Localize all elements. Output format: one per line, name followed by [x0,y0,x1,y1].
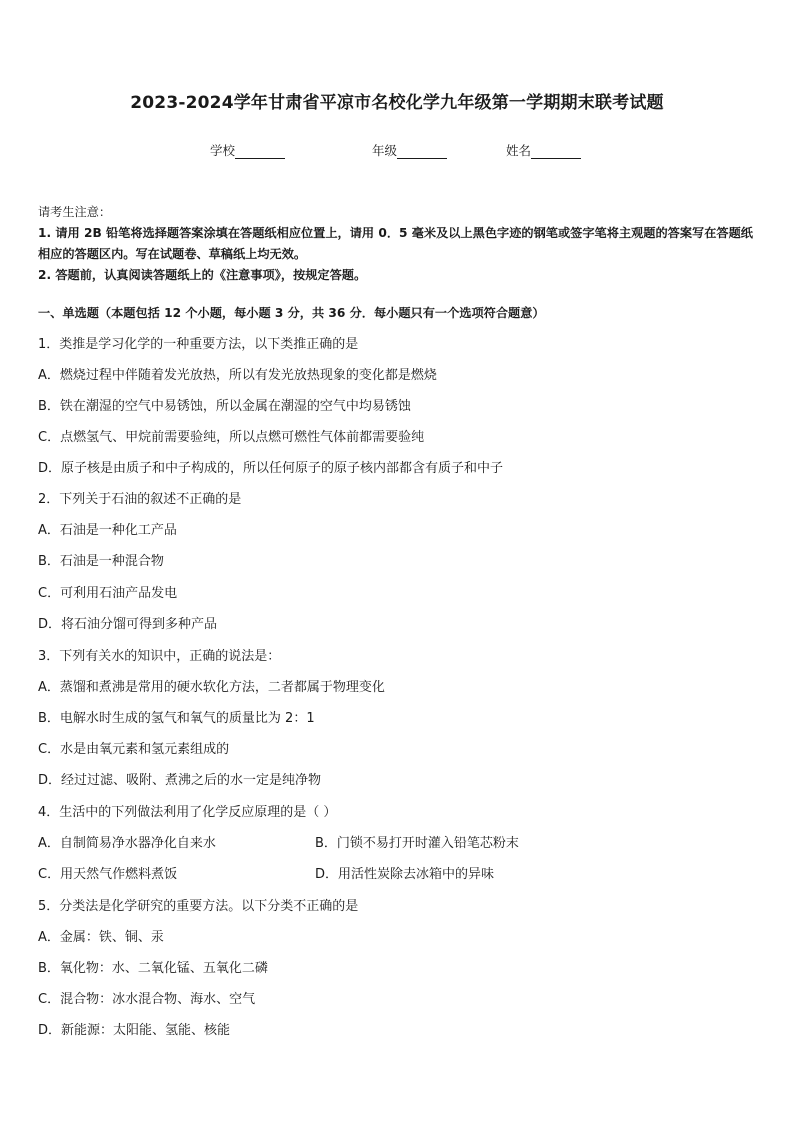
question-2-option-a: A．石油是一种化工产品 [38,523,177,538]
question-2-option-c: C．可利用石油产品发电 [38,586,178,601]
grade-label: 年级 [372,143,398,158]
notice-heading: 请考生注意： [38,205,112,219]
exam-notice [38,202,760,286]
question-1-stem: 1．类推是学习化学的一种重要方法，以下类推正确的是 [38,337,359,352]
question-4-option-b: B．门锁不易打开时灌入铅笔芯粉末 [315,836,519,851]
school-label: 学校 [210,143,236,158]
name-field [506,141,581,159]
school-field [210,141,285,159]
question-3-option-b: B．电解水时生成的氢气和氧气的质量比为 2：1 [38,711,315,726]
question-3-option-d: D．经过过滤、吸附、煮沸之后的水一定是纯净物 [38,773,322,788]
student-info-row [0,141,794,159]
question-5-stem: 5．分类法是化学研究的重要方法。以下分类不正确的是 [38,899,359,914]
name-blank [531,144,581,159]
notice-item-1: 1. 请用 2B 铅笔将选择题答案涂填在答题纸相应位置上，请用 0．5 毫米及以上黑色字迹的钢笔或签字笔将主观题的答案写在答题纸相应的答题区内。写在试题卷、草稿纸上均无效。 [38,226,753,261]
exam-title: 2023-2024学年甘肃省平凉市名校化学九年级第一学期期末联考试题 [130,93,664,113]
school-blank [235,144,285,159]
question-2-option-d: D．将石油分馏可得到多种产品 [38,617,218,632]
question-5-option-c: C．混合物：冰水混合物、海水、空气 [38,992,256,1007]
question-5-option-b: B．氧化物：水、二氧化锰、五氧化二磷 [38,961,268,976]
grade-field [372,141,447,159]
question-4-option-c: C．用天然气作燃料煮饭 [38,867,178,882]
question-3-option-a: A．蒸馏和煮沸是常用的硬水软化方法，二者都属于物理变化 [38,680,385,695]
question-3-option-c: C．水是由氧元素和氢元素组成的 [38,742,230,757]
grade-blank [397,144,447,159]
question-1-option-d: D．原子核是由质子和中子构成的，所以任何原子的原子核内部都含有质子和中子 [38,461,504,476]
question-1-option-a: A．燃烧过程中伴随着发光放热，所以有发光放热现象的变化都是燃烧 [38,368,437,383]
question-5-option-a: A．金属：铁、铜、汞 [38,930,164,945]
question-1-option-c: C．点燃氢气、甲烷前需要验纯，所以点燃可燃性气体前都需要验纯 [38,430,425,445]
question-2-option-b: B．石油是一种混合物 [38,554,164,569]
name-label: 姓名 [506,143,532,158]
section-heading: 一、单选题（本题包括 12 个小题，每小题 3 分，共 36 分．每小题只有一个选项符合题意） [38,306,545,320]
question-5-option-d: D．新能源：太阳能、氢能、核能 [38,1023,231,1038]
question-4-option-a: A．自制简易净水器净化自来水 [38,836,216,851]
question-1-option-b: B．铁在潮湿的空气中易锈蚀，所以金属在潮湿的空气中均易锈蚀 [38,399,411,414]
question-2-stem: 2．下列关于石油的叙述不正确的是 [38,492,242,507]
question-4-stem: 4．生活中的下列做法利用了化学反应原理的是（ ） [38,805,337,820]
notice-item-2: 2. 答题前，认真阅读答题纸上的《注意事项》，按规定答题。 [38,268,367,282]
question-4-option-d: D．用活性炭除去冰箱中的异味 [315,867,495,882]
question-3-stem: 3．下列有关水的知识中，正确的说法是： [38,649,281,664]
